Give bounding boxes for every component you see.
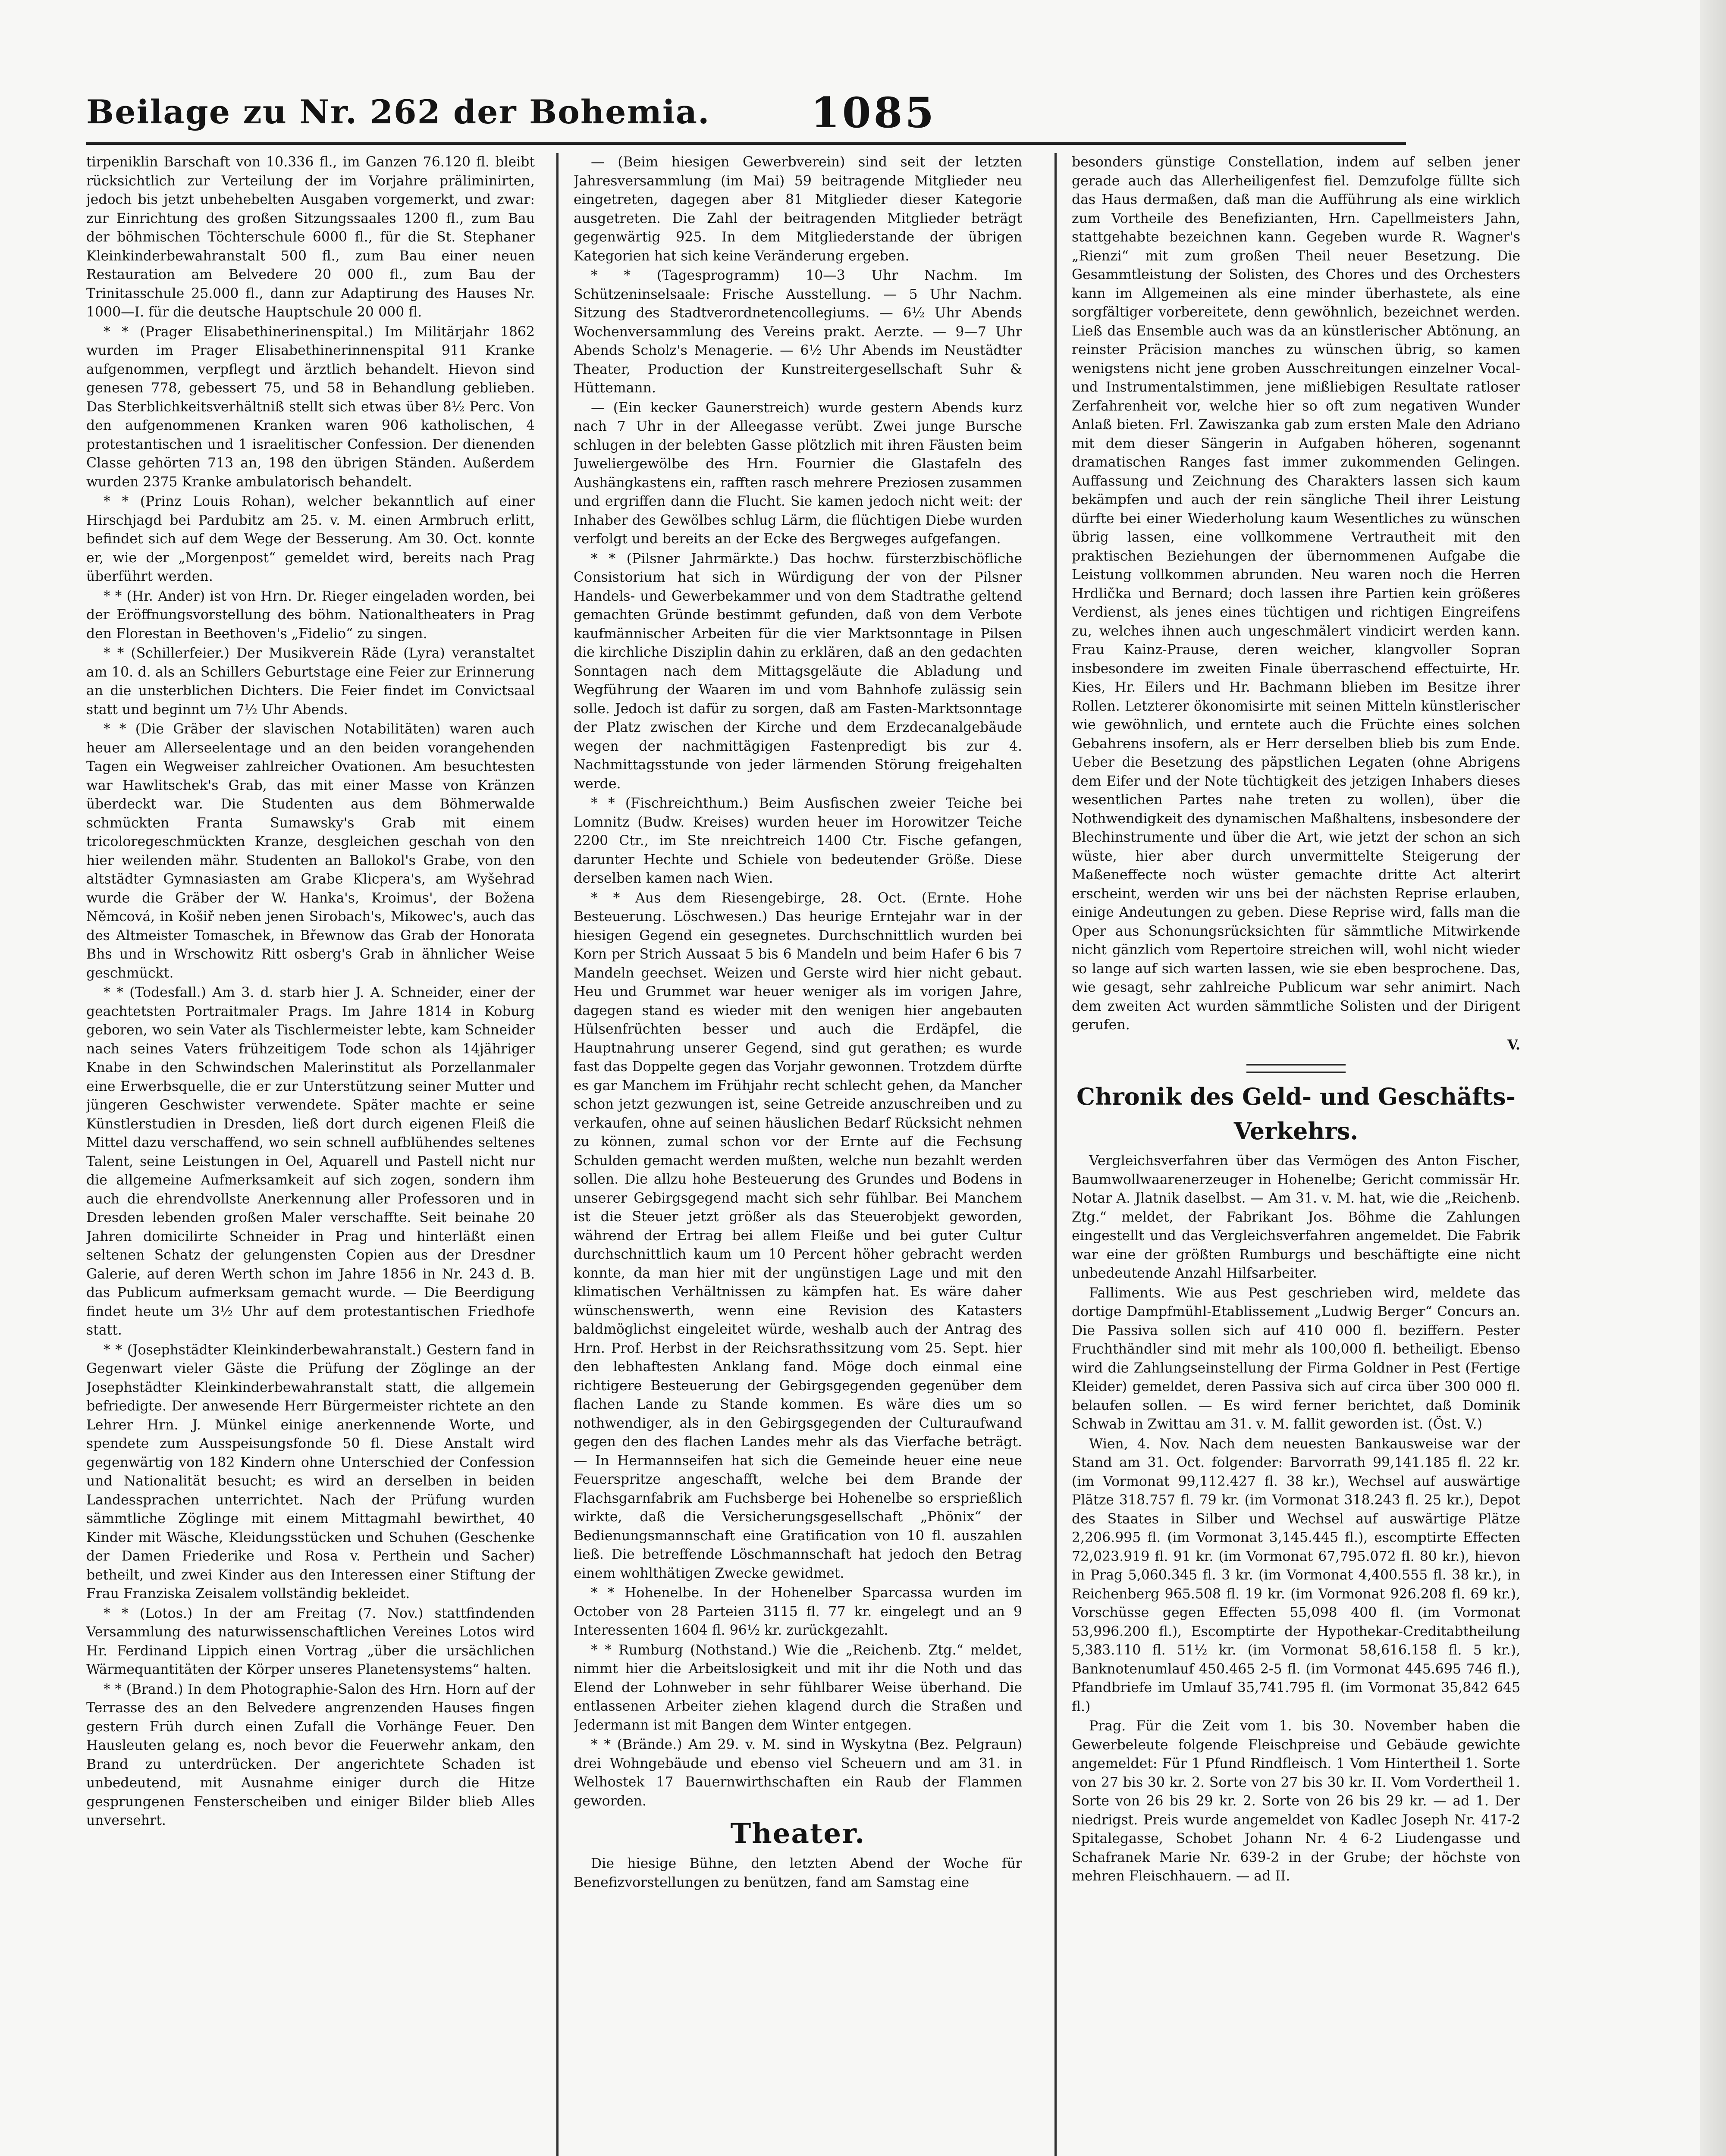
article-settlement: Vergleichsverfahren über das Vermögen des Anton Fischer, Baumwollwaarenerzeuger in Hohenelbe; Gericht commissär Hr. Notar A. Jlatnik daselbst. — Am 31. v. M. hat, wie die „Reichenb. Ztg.“ meldet, der Fabrikant Jos. Böhme die Zahlungen eingestellt und das Vergleichsverfahren angemeldet. Die Fabrik war eine der größten Rumburgs und beschäftigte eine nicht unbedeutende Anzahl Hilfsarbeiter. [1072,1153,1520,1281]
page-number: 1085 [811,88,937,137]
chronik-heading: Chronik des Geld- und Geschäfts-Verkehrs. [1076,1083,1516,1145]
article-pilsen-fairs: * * (Pilsner Jahrmärkte.) Das hochw. fürsterzbischöfliche Consistorium hat sich in Würdigung der von der Pilsner Handels- und Gewerbekammer und von dem Stadtrathe geltend gemachten Gründe bestimmt gefunden, daß von dem Verbote kaufmännischer Arbeiten für die vier Marktsonntage in Pilsen die kirchliche Disziplin dahin zu erklären, daß an den gedachten Sonntagen nach dem Mittagsgeläute die Abladung und Wegführung der Waaren im und vom Bahnhofe zulässig sein solle. Jedoch ist dafür zu sorgen, daß am Fasten-Marktsonntage der Platz zwischen der Kirche und dem Erzdecanalgebäude wegen der nachmittägigen Fastenpredigt bis zur 4. Nachmittagsstunde von jeder lärmenden Störung freigehalten werde. [574,551,1022,792]
article-fires: * * (Brände.) Am 29. v. M. sind in Wyskytna (Bez. Pelgraun) drei Wohngebäude und ebenso viel Scheuern und am 31. in Welhostek 17 Bauernwirthschaften ein Raub der Flammen geworden. [574,1737,1022,1809]
article-theater-start: Die hiesige Bühne, den letzten Abend der Woche für Benefizvorstellungen zu benützen, fand am Samstag eine [574,1856,1022,1890]
section-ornament [1246,1064,1346,1073]
column-divider-2 [1054,153,1057,2156]
article-bankruptcies: Falliments. Wie aus Pest geschrieben wird, meldete das dortige Dampfmühl-Etablissement „Ludwig Berger“ Concurs an. Die Passiva sollen sich auf 410 000 fl. beziffern. Pester Fruchthändler sind mit mehr als 100,000 fl. betheiligt. Ebenso wird die Zahlungseinstellung der Firma Goldner in Pest (Fertige Kleider) gemeldet, deren Passiva sich auf circa über 300 000 fl. belaufen sollen. — Es wird ferner berichtet, daß Dominik Schwab in Zwittau am 31. v. M. fallit geworden ist. (Öst. V.) [1072,1285,1520,1432]
column-divider-1 [556,153,559,2156]
column-1 [86,153,535,2156]
header-rule [86,142,1406,145]
article-graves: * * (Die Gräber der slavischen Notabilitäten) waren auch heuer am Allerseelentage und an den beiden vorangehenden Tagen ein Wegweiser zahlreicher Ovationen. Am besuchtesten war Hawlitschek's Grab, das mit einer Masse von Kränzen überdeckt war. Die Studenten aus dem Böhmerwalde schmückten Franta Sumawsky's Grab mit einem tricoloregeschmückten Kranze, desgleichen geschah von den hier weilenden mähr. Studenten an Ballokol's Grabe, von den altstädter Gymnasiasten am Grabe Klicpera's, am Wyšehrad wurde die Gräber der W. Hanka's, Kroimus', der Božena Němcová, in Košiř neben jenen Sirobach's, Mikowec's, auch das des Altmeister Tomaschek, in Břewnow das Grab der Honorata Bhs und in Wrschowitz Ritt osberg's Grab in ähnlicher Weise geschmückt. [86,721,535,981]
article-fish: * * (Fischreichthum.) Beim Ausfischen zweier Teiche bei Lomnitz (Budw. Kreises) wurden heuer im Horowitzer Teiche 2200 Ctr., im Ste nreichtreich 1400 Ctr. Fische gefangen, darunter Hechte und Schiele von bedeutender Größe. Diese derselben kamen nach Wien. [574,796,1022,886]
article-prince-rohan: * * (Prinz Louis Rohan), welcher bekanntlich auf einer Hirschjagd bei Pardubitz am 25. v. M. einen Armbruch erlitt, befindet sich auf dem Wege der Besserung. Am 30. Oct. konnte er, wie der „Morgenpost“ gemeldet wird, bereits nach Prag überführt werden. [86,494,535,584]
article-ander: * * (Hr. Ander) ist von Hrn. Dr. Rieger eingeladen worden, bei der Eröffnungsvorstellung des böhm. Nationaltheaters in Prag den Florestan in Beethoven's „Fidelio“ zu singen. [86,588,535,642]
theater-heading: Theater. [730,1818,866,1850]
article-schillerfeier: * * (Schillerfeier.) Der Musikverein Räde (Lyra) veranstaltet am 10. d. als an Schillers Geburtstage eine Feier zur Erinnerung an die unsterblichen Dichters. Die Feier findet im Convictsaal statt und beginnt um 7½ Uhr Abends. [86,646,535,718]
article-elisabethinerinnen: * * (Prager Elisabethinerinenspital.) Im Militärjahr 1862 wurden im Prager Elisabethinerinnenspital 911 Kranke aufgenommen, verpflegt und ärztlich behandelt. Hievon sind genesen 778, gebessert 75, und 58 in Behandlung geblieben. Das Sterblichkeitsverhältniß stellt sich etwas über 8½ Perc. Von den aufgenommenen Kranken waren 906 katholischen, 4 protestantischen und 1 israelitischer Confession. Der dienenden Classe gehörten 713 an, 198 den übrigen Ständen. Außerdem wurden 2375 Kranke ambulatorisch behandelt. [86,324,535,490]
article-daily-program: * * (Tagesprogramm) 10—3 Uhr Nachm. Im Schützeninselsaale: Frische Ausstellung. — 5 Uhr Nachm. Sitzung des Stadtverordnetencollegiums. — 6½ Uhr Abends Wochenversammlung des Vereins prakt. Aerzte. — 9—7 Uhr Abends Scholz's Menagerie. — 6½ Uhr Abends im Neustädter Theater, Production der Kunstreitergesellschaft Suhr & Hüttemann. [574,268,1022,396]
page-edge-shadow [1700,0,1726,2156]
page-header [86,88,1406,157]
column-2 [574,153,1022,2156]
review-signoff: V. [1507,1037,1520,1053]
article-rumburg: * * Rumburg (Nothstand.) Wie die „Reichenb. Ztg.“ meldet, nimmt hier die Arbeitslosigkeit und mit ihr die Noth und das Elend der Lohnweber in sehr fühlbarer Weise überhand. Die entlassenen Arbeiter ziehen klagend durch die Straßen und Jedermann ist mit Bangen dem Winter entgegen. [574,1642,1022,1733]
article-meat-prices: Prag. Für die Zeit vom 1. bis 30. November haben die Gewerbeleute folgende Fleischpreise und Gebäude gewichte angemeldet: Für 1 Pfund Rindfleisch. 1 Vom Hintertheil 1. Sorte von 27 bis 30 kr. 2. Sorte von 27 bis 30 kr. II. Vom Vordertheil 1. Sorte von 26 bis 29 kr. 2. Sorte von 26 bis 29 kr. — ad 1. Der niedrigst. Preis wurde angemeldet von Kadlec Joseph Nr. 417-2 Spitalegasse, Schobet Johann Nr. 4 6-2 Liudengasse und Schafranek Marie Nr. 639-2 in der Grube; der höchste von mehren Fleischhauern. — ad II. [1072,1718,1520,1884]
article-kindergarten: * * (Josephstädter Kleinkinderbewahranstalt.) Gestern fand in Gegenwart vieler Gäste die Prüfung der Zöglinge an der Josephstädter Kleinkinderbewahranstalt statt, die allgemein befriedigte. Der anwesende Herr Bürgermeister richtete an den Lehrer Hrn. J. Münkel einige anerkennende Worte, und spendete zum Ausspeisungsfonde 50 fl. Diese Anstalt wird gegenwärtig von 182 Kindern ohne Unterschied der Confession und Nationalität besucht; es wird an derselben in beiden Landessprachen unterrichtet. Nach der Prüfung wurden sämmtliche Zöglinge mit einem Mittagmahl bewirthet, 40 Kinder mit Wäsche, Kleidungsstücken und Schuhen (Geschenke der Damen Friederike und Rosa v. Perthein und Sacher) betheilt, und zwei Kinder aus den Interessen einer Stiftung der Frau Franziska Zeisalem vollständig bekleidet. [86,1342,535,1601]
column-3 [1072,153,1520,2156]
article-lotos: * * (Lotos.) In der am Freitag (7. Nov.) stattfindenden Versammlung des naturwissenschaftlichen Vereines Lotos wird Hr. Ferdinand Lippich einen Vortrag „über die ursächlichen Wärmequantitäten der Körper unseres Planetensystems“ halten. [86,1605,535,1677]
article-gewerbverein: — (Beim hiesigen Gewerbverein) sind seit der letzten Jahresversammlung (im Mai) 59 beitragende Mitglieder neu eingetreten, dagegen aber 81 Mitglieder dieser Kategorie ausgetreten. Die Zahl der beitragenden Mitglieder beträgt gegenwärtig 925. In dem Mitgliederstande der übrigen Kategorien hat sich keine Veränderung ergeben. [574,154,1022,264]
supplement-title: Beilage zu Nr. 262 der Bohemia. [86,93,710,131]
article-city-budget: tirpeniklin Barschaft von 10.336 fl., im Ganzen 76.120 fl. bleibt rücksichtlich zur Verteilung der im Vorjahre präliminirten, jedoch bis jetzt unbehebelten Ausgaben vorgemerkt, und zwar: zur Einrichtung des großen Sitzungssaales 1200 fl., zum Bau der böhmischen Töchterschule 6000 fl., für die St. Stephaner Kleinkinderbewahranstalt 500 fl., zum Bau einer neuen Restauration am Belvedere 20 000 fl., zum Bau der Trinitasschule 25.000 fl., dann zur Adaptirung des Hauses Nr. 1000—I. für die deutsche Hauptschule 20 000 fl. [86,154,535,320]
article-bank-report: Wien, 4. Nov. Nach dem neuesten Bankausweise war der Stand am 31. Oct. folgender: Barvorrath 99,141.185 fl. 22 kr. (im Vormonat 99,112.427 fl. 38 kr.), Wechsel auf auswärtige Plätze 318.757 fl. 79 kr. (im Vormonat 318.243 fl. 25 kr.), Depot des Staates in Silber und Wechsel auf auswärtige Plätze 2,206.995 fl. (im Vormonat 3,145.445 fl.), escomptirte Effecten 72,023.919 fl. 91 kr. (im Vormonat 67,795.072 fl. 80 kr.), hievon in Prag 5,060.345 fl. 3 kr. (im Vormonat 4,400.555 fl. 38 kr.), in Reichenberg 965.508 fl. 19 kr. (im Vormonat 926.208 fl. 69 kr.), Vorschüsse gegen Effecten 55,098 400 fl. (im Vormonat 53,996.200 fl.), Escomptirte der Hypothekar-Creditabtheilung 5,383.110 fl. 51½ kr. (im Vormonat 58,616.158 fl. 5 kr.), Banknotenumlauf 450.465 2-5 fl. (im Vormonat 445.695 746 fl.), Pfandbriefe im Umlauf 35,741.795 fl. (im Vormonat 35,842 645 fl.) [1072,1436,1520,1714]
article-fire-photo-salon: * * (Brand.) In dem Photographie-Salon des Hrn. Horn auf der Terrasse des an den Belvedere angrenzenden Hauses fingen gestern Früh durch einen Zufall die Vorhänge Feuer. Den Hausleuten gelang es, noch bevor die Feuerwehr ankam, den Brand zu unterdrücken. Der angerichtete Schaden ist unbedeutend, mit Ausnahme einiger durch die Hitze gesprungenen Fensterscheiben und einiger Bilder blieb Alles unversehrt. [86,1681,535,1828]
article-theater-review: besonders günstige Constellation, indem auf selben jener gerade auch das Allerheiligenfest fiel. Demzufolge füllte sich das Haus dermaßen, daß man die Aufführung als eine wirklich zum Vortheile des Benefizianten, Hrn. Capellmeisters Jahn, stattgehabte bezeichnen kann. Gegeben wurde R. Wagner's „Rienzi“ mit zum großen Theil neuer Besetzung. Die Gesammtleistung der Solisten, des Chores und des Orchesters kann im Allgemeinen als eine minder überhastete, als eine sorgfältiger vorbereitete, denn gewöhnlich, bezeichnet werden. Ließ das Ensemble auch was da an künstlerischer Abtönung, an reinster Präcision manches zu wünschen übrig, so kamen wenigstens nicht jene groben Ausschreitungen einzelner Vocal- und Instrumentalstimmen, jene mißliebigen Resultate ratloser Zerfahrenheit vor, welche hier so oft zum negativen Wunder Anlaß bieten. Frl. Zawiszanka gab zum ersten Male den Adriano mit dem dieser Sängerin in Aufgaben höheren, sogenannt dramatischen Ranges fast immer zukommenden Gelingen. Auffassung und Zeichnung des Charakters lassen sich kaum bekämpfen und auch der rein sängliche Theil ihrer Leistung dürfte bei einer Wiederholung kaum Wesentliches zu wünschen übrig lassen, eine vollkommene Vertrautheit mit den praktischen Beziehungen der übernommenen Aufgabe die Leistung vollkommen abrunden. Neu waren noch die Herren Hrdlička und Bernard; doch lassen ihre Partien kein größeres Verdienst, als jenes eines tüchtigen und richtigen Eingreifens zu, welches ihnen auch ungeschmälert vindicirt werden kann. Frau Kainz-Prause, deren weicher, klangvoller Sopran insbesondere im zweiten Finale überraschend effectuirte, Hr. Kies, Hr. Eilers und Hr. Bachmann blieben im Besitze ihrer Rollen. Letzterer ökonomisirte mit seinen Mitteln künstlerischer wie gewöhnlich, und erntete auch die Früchte eines solchen Gebahrens insofern, als er Herr derselben blieb bis zum Ende. Ueber die Besetzung des päpstlichen Legaten (ohne Abrigens dem Eifer und der Note tüchtigkeit des jetzigen Inhabers dieses wesentlichen Partes nahe treten zu wollen), über die Nothwendigkeit des dynamischen Maßhaltens, insbesondere der Blechinstrumente und über die Art, wie jetzt der schon an sich wüste, hier aber durch unvermittelte Steigerung der Maßeneffecte noch wüster gemachte dritte Act alterirt erscheint, werden wir uns bei der nächsten Reprise erlauben, einige Andeutungen zu geben. Diese Reprise wird, falls man die Oper aus Schonungsrücksichten für sämmtliche Mitwirkende nicht gänzlich vom Repertoire streichen will, wohl nicht wieder so lange auf sich warten lassen, wie sie eben besprochene. Das, wie gesagt, sehr zahlreiche Publicum war sehr animirt. Nach dem zweiten Act wurden sämmtliche Solisten und der Dirigent gerufen. [1072,154,1520,1033]
article-hohenelbe: * * Hohenelbe. In der Hohenelber Sparcassa wurden im October von 28 Parteien 3115 fl. 77 kr. eingelegt und an 9 Interessenten 1604 fl. 96½ kr. zurückgezahlt. [574,1585,1022,1638]
article-riesengebirge: * * Aus dem Riesengebirge, 28. Oct. (Ernte. Hohe Besteuerung. Löschwesen.) Das heurige Erntejahr war in der hiesigen Gegend ein gesegnetes. Durchschnittlich wurden bei Korn per Strich Aussaat 5 bis 6 Mandeln und beim Hafer 6 bis 7 Mandeln geechset. Weizen und Gerste wird hier nicht gebaut. Heu und Grummet war heuer weniger als im vorigen Jahre, dagegen stand es wieder mit den wenigen hier angebauten Hülsenfrüchten besser und auch die Erdäpfel, die Hauptnahrung unserer Gegend, sind gut gerathen; es wurde fast das Doppelte gegen das Vorjahr gewonnen. Trotzdem dürfte es gar Manchem im Frühjahr recht schlecht gehen, da Mancher schon jetzt gezwungen ist, seine Getreide anzuschreiben und zu verkaufen, ohne auf seinen häuslichen Bedarf Rücksicht nehmen zu können, zumal schon vor der Ernte auf die Fechsung Schulden gemacht werden mußten, welche nun bezahlt werden sollen. Die allzu hohe Besteuerung des Grundes und Bodens in unserer Gebirgsgegend macht sich sehr fühlbar. Bei Manchem ist die Steuer jetzt größer als das Steuerobjekt geworden, während der Ertrag bei allem Fleiße und bei guter Cultur durchschnittlich kaum um 10 Percent höher gebracht werden konnte, da man hier mit der ungünstigen Lage und mit den klimatischen Verhältnissen zu kämpfen hat. Es wäre daher wünschenswerth, wenn eine Revision des Katasters baldmöglichst eingeleitet würde, weshalb auch der Antrag des Hrn. Prof. Herbst in der Reichsrathssitzung vom 25. Sept. hier den lebhaftesten Anklang fand. Möge doch einmal eine richtigere Besteuerung der Gebirgsgegenden gegenüber dem flachen Lande zu Stande kommen. Es wäre dies um so nothwendiger, als in den Gebirgsgegenden der Culturaufwand gegen den des flachen Landes mehr als das Vierfache beträgt. — In Hermannseifen hat sich die Gemeinde heuer eine neue Feuerspritze angeschafft, welche bei dem Brande der Flachsgarnfabrik am Fuchsberge bei Hohenelbe so ersprießlich wirkte, daß die Versicherungsgesellschaft „Phönix“ der Bedienungsmannschaft eine Gratification von 10 fl. auszahlen ließ. Die betreffende Löschmannschaft hat jedoch den Betrag einem wohlthätigen Zwecke gewidmet. [574,890,1022,1581]
article-obituary: * * (Todesfall.) Am 3. d. starb hier J. A. Schneider, einer der geachtetsten Portraitmaler Prags. Im Jahre 1814 in Koburg geboren, wo sein Vater als Tischlermeister lebte, kam Schneider nach seines Vaters frühzeitigem Tode schon als 14jähriger Knabe in den Schwindschen Malerinstitut als Porzellanmaler eine Erwerbsquelle, die er zur Unterstützung seiner Mutter und jüngeren Geschwister verwendete. Später machte er seine Künstlerstudien in Dresden, ließ dort durch eigenen Fleiß die Mittel dazu verschaffend, wo sein schnell aufblühendes seltenes Talent, seine Leistungen in Oel, Aquarell und Pastell nicht nur die allgemeine Aufmerksamkeit auf sich zogen, sondern ihm auch die ehrendvollste Anerkennung aller Professoren und in Dresden lebenden großen Maler verschaffte. Seit beinahe 20 Jahren domicilirte Schneider in Prag und hinterläßt einen seltenen Schatz der gelungensten Copien aus der Dresdner Galerie, auf deren Werth schon im Jahre 1856 in Nr. 243 d. B. das Publicum aufmerksam gemacht wurde. — Die Beerdigung findet heute um 3½ Uhr auf dem protestantischen Friedhofe statt. [86,985,535,1338]
article-robbery: — (Ein kecker Gaunerstreich) wurde gestern Abends kurz nach 7 Uhr in der Alleegasse verübt. Zwei junge Bursche schlugen in der belebten Gasse plötzlich mit ihren Fäusten beim Juweliergewölbe des Hrn. Fournier die Glastafeln des Aushängkastens ein, rafften rasch mehrere Preziosen zusammen und ergriffen dann die Flucht. Sie kamen jedoch nicht weit: der Inhaber des Gewölbes schlug Lärm, die flüchtigen Diebe wurden verfolgt und bereits an der Ecke des Bergweges aufgefangen. [574,400,1022,547]
